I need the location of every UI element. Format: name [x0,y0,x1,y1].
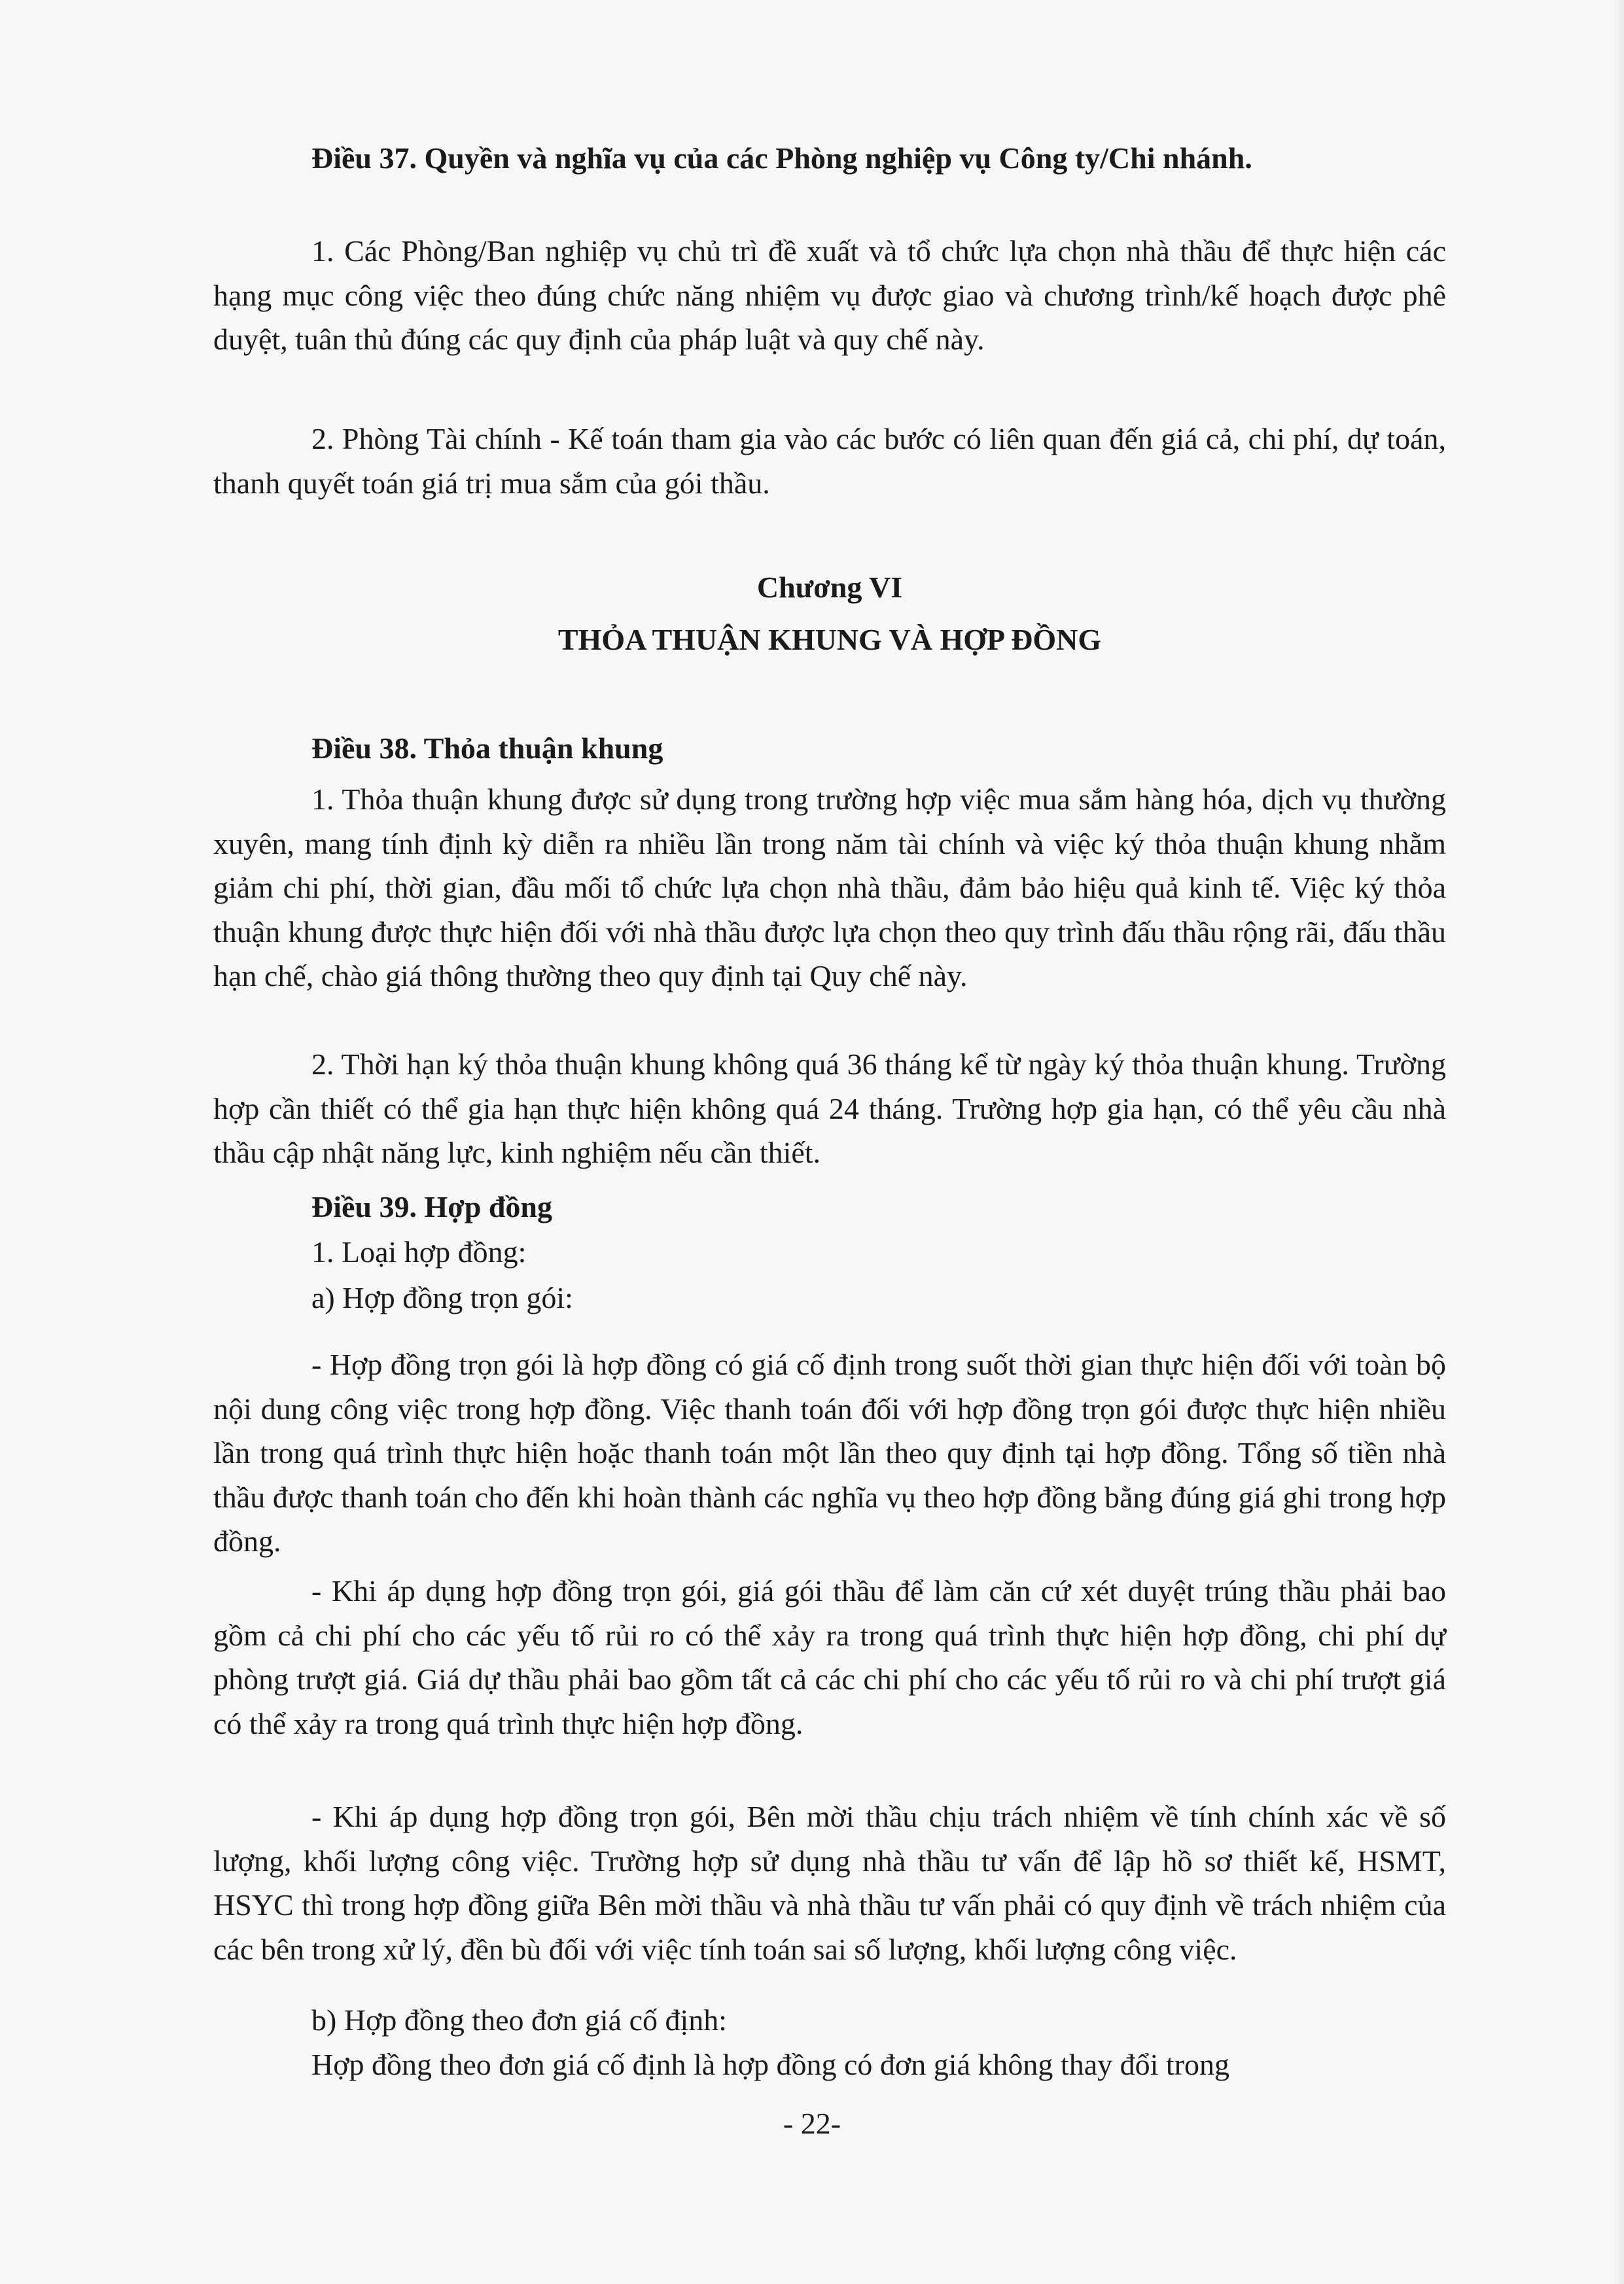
chapter-title: THỎA THUẬN KHUNG VÀ HỢP ĐỒNG [557,623,1102,656]
page-edge-shadow [1615,0,1624,2284]
article-39-item-a-paragraph-1: - Hợp đồng trọn gói là hợp đồng có giá cố định trong suốt thời gian thực hiện đối với toàn bộ nội dung công việc trong hợp đồng. Việc thanh toán đối với hợp đồng trọn gói được thực hiện nhiều lần trong quá trình thực hiện hoặc thanh toán một lần theo quy định tại hợp đồng. Tổng số tiền nhà thầu được thanh toán cho đến khi hoàn thành các nghĩa vụ theo hợp đồng bằng đúng giá ghi trong hợp đồng. [213,1348,1446,1558]
article-38-title: Điều 38. Thỏa thuận khung [311,731,663,765]
article-38-paragraph-2: 2. Thời hạn ký thỏa thuận khung không quá 36 tháng kể từ ngày ký thỏa thuận khung. Trường hợp cần thiết có thể gia hạn thực hiện không quá 24 tháng. Trường hợp gia hạn, có thể yêu cầu nhà thầu cập nhật năng lực, kinh nghiệm nếu cần thiết. [213,1047,1446,1169]
article-39-item-a: a) Hợp đồng trọn gói: [311,1281,573,1314]
article-39-item-b: b) Hợp đồng theo đơn giá cố định: [311,2003,728,2037]
article-39-item-a-paragraph-2: - Khi áp dụng hợp đồng trọn gói, giá gói thầu để làm căn cứ xét duyệt trúng thầu phải bao gồm cả chi phí cho các yếu tố rủi ro có thể xảy ra trong quá trình thực hiện hợp đồng, chi phí dự phòng trượt giá. Giá dự thầu phải bao gồm tất cả các chi phí cho các yếu tố rủi ro và chi phí trượt giá có thể xảy ra trong quá trình thực hiện hợp đồng. [213,1574,1446,1740]
article-39-title: Điều 39. Hợp đồng [311,1190,552,1223]
article-37-paragraph-2: 2. Phòng Tài chính - Kế toán tham gia vào các bước có liên quan đến giá cả, chi phí, dự toán, thanh quyết toán giá trị mua sắm của gói thầu. [213,422,1446,500]
article-39-item-a-paragraph-3: - Khi áp dụng hợp đồng trọn gói, Bên mời thầu chịu trách nhiệm về tính chính xác về số lượng, khối lượng công việc. Trường hợp sử dụng nhà thầu tư vấn để lập hồ sơ thiết kế, HSMT, HSYC thì trong hợp đồng giữa Bên mời thầu và nhà thầu tư vấn phải có quy định về trách nhiệm của các bên trong xử lý, đền bù đối với việc tính toán sai số lượng, khối lượng công việc. [213,1800,1446,1966]
page-number: - 22- [783,2107,841,2140]
article-39-item-b-paragraph-1: Hợp đồng theo đơn giá cố định là hợp đồng có đơn giá không thay đổi trong [311,2048,1229,2081]
article-38-paragraph-1: 1. Thỏa thuận khung được sử dụng trong trường hợp việc mua sắm hàng hóa, dịch vụ thường xuyên, mang tính định kỳ diễn ra nhiều lần trong năm tài chính và việc ký thỏa thuận khung nhằm giảm chi phí, thời gian, đầu mối tổ chức lựa chọn nhà thầu, đảm bảo hiệu quả kinh tế. Việc ký thỏa thuận khung được thực hiện đối với nhà thầu được lựa chọn theo quy trình đấu thầu rộng rãi, đấu thầu hạn chế, chào giá thông thường theo quy định tại Quy chế này. [213,782,1446,993]
chapter-number: Chương VI [756,571,903,604]
article-37-paragraph-1: 1. Các Phòng/Ban nghiệp vụ chủ trì đề xuất và tổ chức lựa chọn nhà thầu để thực hiện các hạng mục công việc theo đúng chức năng nhiệm vụ được giao và chương trình/kế hoạch được phê duyệt, tuân thủ đúng các quy định của pháp luật và quy chế này. [213,234,1446,356]
article-37-title: Điều 37. Quyền và nghĩa vụ của các Phòng nghiệp vụ Công ty/Chi nhánh. [311,141,1252,175]
article-39-item-1: 1. Loại hợp đồng: [311,1235,527,1269]
